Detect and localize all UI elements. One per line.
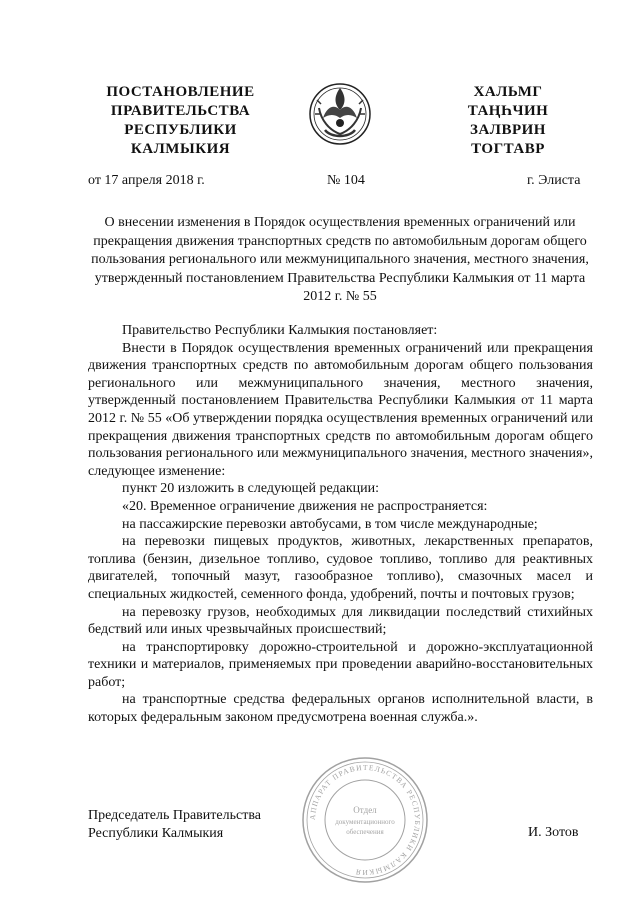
body-paragraph: «20. Временное ограничение движения не распространяется:	[122, 498, 488, 514]
body-paragraph: на транспортировку дорожно-строительной и дорожно-эксплуатационной техники и материалов, применяемых при проведении аварийно-восстановительных работ;	[88, 639, 593, 690]
stamp-ring-text: АППАРАТ ПРАВИТЕЛЬСТВА РЕСПУБЛИКИ КАЛМЫКИЯ	[307, 762, 423, 878]
document-date: от 17 апреля 2018 г.	[88, 173, 205, 188]
header-right-kalmyk	[448, 83, 568, 159]
body-paragraph: Правительство Республики Калмыкия постановляет:	[122, 323, 438, 338]
body-paragraph: на транспортные средства федеральных органов исполнительной власти, в которых федеральным законом предусмотрена военная служба.».	[88, 692, 593, 726]
header-right-line: ТОГТАВР	[471, 141, 545, 157]
header-right-line: ЗАЛВРИН	[470, 122, 546, 138]
signatory-position-line: Республики Калмыкия	[88, 826, 224, 841]
body-paragraph: на перевозку грузов, необходимых для ликвидации последствий стихийных бедствий или иных чрезвычайных происшествий;	[88, 604, 593, 638]
body-paragraph: пункт 20 изложить в следующей редакции:	[122, 481, 379, 497]
signatory-name: И. Зотов	[528, 825, 579, 840]
header-left-line: ПРАВИТЕЛЬСТВА	[110, 103, 251, 119]
signatory-position	[88, 807, 261, 843]
stamp-center-line: документационного	[335, 818, 395, 826]
body-paragraph: Внести в Порядок осуществления временных ограничений или прекращения движения транспортных средств по автомобильным дорогам общего пользования регионального или межмуниципального значения, местного значения, утвержденный постановлением Правительства Республики Калмыкия от 11 марта 2012 г. № 55 «Об утверждении порядка осуществления временных ограничений или прекращения движения транспортных средств по автомобильным дорогам общего пользования регионального или межмуниципального значения, местного значения», следующее изменение:	[88, 340, 593, 479]
header-left-line: РЕСПУБЛИКИ	[124, 122, 237, 138]
header-right-line: ТАҢҺЧИН	[467, 103, 549, 119]
coat-of-arms-icon	[307, 78, 373, 148]
official-stamp-icon	[300, 755, 430, 885]
body-paragraph: на перевозки пищевых продуктов, животных, лекарственных препаратов, топлива (бензин, дизельное топливо, судовое топливо, топливо для реактивных двигателей, топочный мазут, газообразное топливо), смазочных масел и специальных жидкостей, семенного фонда, удобрений, почты и почтовых грузов;	[88, 534, 593, 602]
document-city: г. Элиста	[527, 173, 581, 188]
document-body	[88, 322, 593, 727]
body-paragraph: на пассажирские перевозки автобусами, в том числе международные;	[122, 516, 538, 532]
signatory-position-line: Председатель Правительства	[88, 808, 261, 823]
header-left-line: КАЛМЫКИЯ	[130, 141, 231, 157]
header-left-russian	[78, 83, 283, 159]
header-left-line: ПОСТАНОВЛЕНИЕ	[106, 84, 255, 100]
document-title: О внесении изменения в Порядок осуществления временных ограничений или прекращения движения транспортных средств по автомобильным дорогам общего пользования регионального или межмуниципального значения, местного значения, утвержденный постановлением Правительства Республики Калмыкия от 11 марта 2012 г. № 55	[91, 215, 589, 304]
document-number: № 104	[327, 173, 365, 188]
header-right-line: ХАЛЬМГ	[473, 84, 543, 100]
stamp-center-line: обеспечения	[346, 828, 384, 836]
stamp-center-line: Отдел	[353, 805, 377, 815]
